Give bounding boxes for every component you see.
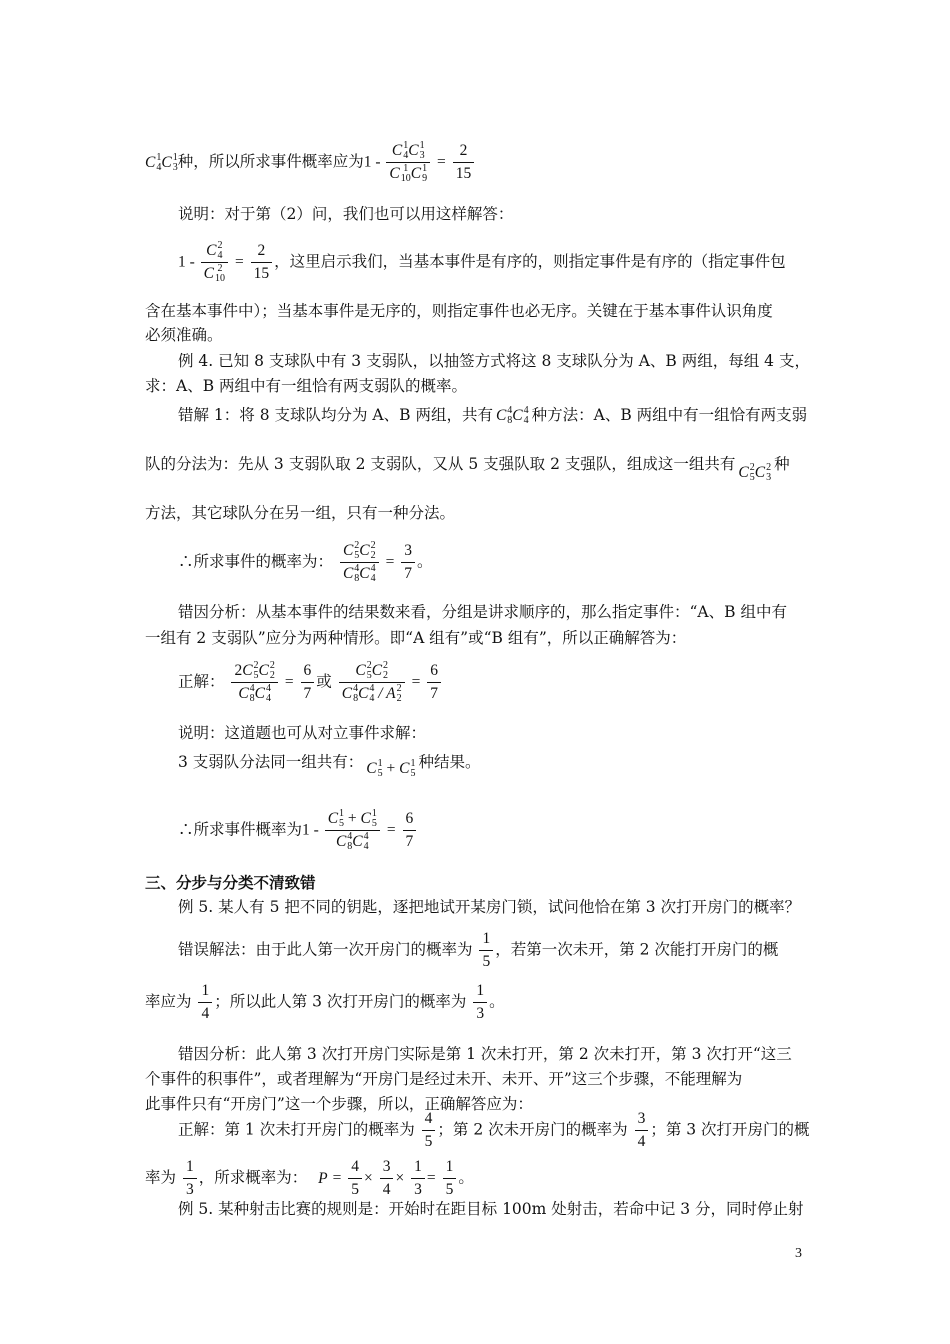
note-2: 说明：这道题也可从对立事件求解： (178, 724, 427, 742)
text: 。 (417, 552, 433, 571)
text: ，这里启示我们，当基本事件是有序的，则指定事件是有序的（指定事件包 (274, 252, 786, 271)
text: 种方法：A、B 两组中有一组恰有两支弱 (531, 406, 808, 424)
note-1-line-2: 含在基本事件中）；当基本事件是无序的，则指定事件也必无序。关键在于基本事件认识角度 (145, 302, 773, 320)
text: 或 (316, 672, 332, 691)
text: 率应为 (145, 992, 192, 1011)
note-1: 说明：对于第（2）问，我们也可以用这样解答： (178, 205, 514, 223)
formula-line-5: ∴所求事件概率为1 - C 1 5 + C 1 5 C 4 8 C 4 4 = $\frac{6}{7}$ (178, 808, 418, 853)
text: 3 支弱队分法同一组共有： (178, 753, 364, 771)
example-5b-line-1: 例 5. 某种射击比赛的规则是：开始时在距目标 100m 处射击，若命中记 3 分，同时停止射 (178, 1200, 804, 1218)
text: ；第 2 次未开房门的概率为 (437, 1120, 628, 1139)
text: ；所以此人第 3 次打开房门的概率为 (214, 992, 467, 1011)
wrong-solution-2-line-1: 错误解法：由于此人第一次开房门的概率为 $\frac{1}{5}$ ，若第一次未开，第 2 次能打开房门的概 (178, 930, 779, 970)
text: 率为 (145, 1168, 177, 1187)
error-analysis-1-line-1: 错因分析：从基本事件的结果数来看，分组是讲求顺序的，那么指定事件：“A、B 组中有 (178, 603, 787, 621)
text: 队的分法为：先从 3 支弱队取 2 支弱队，又从 5 支强队取 2 支强队，组成这一组共有 (145, 455, 736, 473)
formula-line-4: 正解： 2C 2 5 C 2 2 C 4 8 C 4 4 = $\frac{6}{7}$ 或 C 2 5 C 2 2 C 4 8 C 4 4 / A 2 2 = $\frac{6}{7}$ (178, 660, 443, 705)
text: ∴所求事件概率为 (178, 820, 303, 839)
text: 种，所以所求事件概率应为 (177, 152, 364, 171)
note-1-line-3: 必须准确。 (145, 326, 223, 344)
section-3-heading: 三、分步与分类不清致错 (145, 874, 316, 892)
error-analysis-2-line-1: 错因分析：此人第 3 次打开房门实际是第 1 次未打开，第 2 次未打开，第 3 次打开“这三 (178, 1045, 792, 1063)
note-2-line-2: 3 支弱队分法同一组共有： C 1 5 + C 1 5 种结果。 (178, 753, 481, 780)
formula-line-1: C 1 4 C 1 3 种，所以所求事件概率应为1 - C 1 4 C 1 3 C 1 10 C 1 9 = $\frac{2}{15}$ (145, 140, 476, 185)
wrong-solution-2-line-2: 率应为 $\frac{1}{4}$ ；所以此人第 3 次打开房门的概率为 $\frac{1}{3}$ 。 (145, 982, 505, 1022)
text: ；第 3 次打开房门的概 (650, 1120, 810, 1139)
text: ，若第一次未开，第 2 次能打开房门的概 (495, 940, 779, 959)
text: 种 (774, 455, 790, 473)
error-analysis-2-line-2: 个事件的积事件”，或者理解为“开房门是经过未开、未开、开”这三个步骤，不能理解为 (145, 1070, 743, 1088)
error-analysis-2-line-3: 此事件只有“开房门”这一个步骤，所以，正确解答应为： (145, 1095, 533, 1113)
example-4-line-2: 求：A、B 两组中有一组恰有两支弱队的概率。 (145, 377, 468, 395)
text: 错解 1：将 8 支球队均分为 A、B 两组，共有 (178, 406, 493, 424)
correct-solution-2-line-2: 率为 $\frac{1}{3}$ ，所求概率为： P = $\frac{4}{5}$ × $\frac{3}{4}$ × $\frac{1}{3}$ = $\frac{1}{5}$ 。 (145, 1158, 474, 1198)
text: 。 (458, 1168, 474, 1187)
error-analysis-1-line-2: 一组有 2 支弱队”应分为两种情形。即“A 组有”或“B 组有”，所以正确解答为： (145, 629, 687, 647)
text: ∴所求事件的概率为： (178, 552, 334, 571)
text: 种结果。 (418, 753, 481, 771)
page-number: 3 (795, 1246, 802, 1261)
text: 错误解法：由于此人第一次开房门的概率为 (178, 940, 473, 959)
text: ，所求概率为： (198, 1168, 308, 1187)
text: 正解：第 1 次未打开房门的概率为 (178, 1120, 415, 1139)
formula-line-2: 1 - C 2 4 C 2 10 = $\frac{2}{15}$ ，这里启示我们，当基本事件是有序的，则指定事件是有序的（指定事件包 (178, 240, 786, 285)
wrong-solution-1-line-1: 错解 1：将 8 支球队均分为 A、B 两组，共有 C 4 8 C 4 4 种方法：A、B 两组中有一组恰有两支弱 (178, 405, 808, 427)
example-5-line-1: 例 5. 某人有 5 把不同的钥匙，逐把地试开某房门锁，试问他恰在第 3 次打开房门的概率？ (178, 898, 801, 916)
example-4-line-1: 例 4. 已知 8 支球队中有 3 支弱队，以抽签方式将这 8 支球队分为 A、B 两组，每组 4 支， (178, 352, 810, 370)
text: 。 (489, 992, 505, 1011)
formula-line-3: ∴所求事件的概率为： C 2 5 C 2 2 C 4 8 C 4 4 = $\frac{3}{7}$ 。 (178, 540, 433, 585)
text: 正解： (178, 672, 225, 691)
wrong-solution-1-line-3: 方法，其它球队分在另一组，只有一种分法。 (145, 504, 456, 522)
wrong-solution-1-line-2: 队的分法为：先从 3 支弱队取 2 支弱队，又从 5 支强队取 2 支强队，组成这一组共有 C 2 5 C 2 3 种 (145, 455, 790, 484)
correct-solution-2-line-1: 正解：第 1 次未打开房门的概率为 $\frac{4}{5}$ ；第 2 次未开房门的概率为 $\frac{3}{4}$ ；第 3 次打开房门的概 (178, 1110, 810, 1150)
